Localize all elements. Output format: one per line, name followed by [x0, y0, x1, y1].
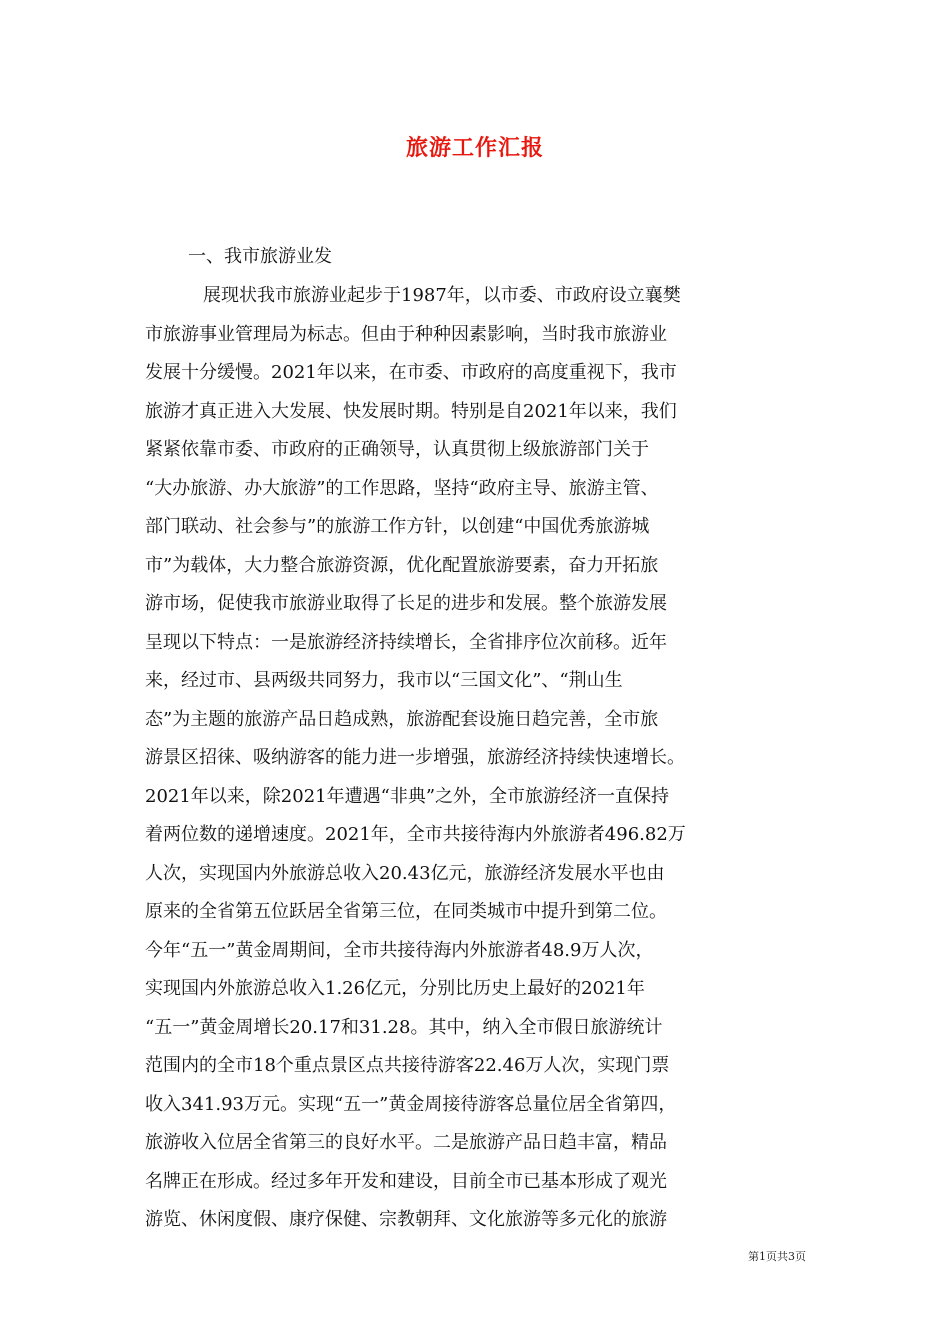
text-line: 紧紧依靠市委、市政府的正确领导，认真贯彻上级旅游部门关于	[145, 439, 649, 460]
document-title: 旅游工作汇报	[405, 135, 544, 161]
text-line: 呈现以下特点：一是旅游经济持续增长，全省排序位次前移。近年	[145, 631, 667, 653]
text-line: 收入341.93万元。实现“五一”黄金周接待游客总量位居全省第四，	[145, 1093, 677, 1115]
text-line: 游市场，促使我市旅游业取得了长足的进步和发展。整个旅游发展	[145, 593, 667, 614]
text-line: 游景区招徕、吸纳游客的能力进一步增强，旅游经济持续快速增长。	[145, 747, 685, 768]
text-line: 人次，实现国内外旅游总收入20.43亿元，旅游经济发展水平也由	[145, 862, 665, 884]
text-line: 发展十分缓慢。2021年以来，在市委、市政府的高度重视下，我市	[145, 362, 677, 383]
text-line: 原来的全省第五位跃居全省第三位，在同类城市中提升到第二位。	[145, 901, 667, 922]
text-line: 旅游才真正进入大发展、快发展时期。特别是自2021年以来，我们	[145, 400, 677, 422]
text-line: 态”为主题的旅游产品日趋成熟，旅游配套设施日趋完善，全市旅	[145, 708, 659, 730]
text-line: “五一”黄金周增长20.17和31.28。其中，纳入全市假日旅游统计	[145, 1016, 663, 1038]
text-line: 2021年以来，除2021年遭遇“非典”之外，全市旅游经济一直保持	[145, 785, 670, 807]
text-line: 范围内的全市18个重点景区点共接待游客22.46万人次，实现门票	[145, 1055, 670, 1076]
text-line: 今年“五一”黄金周期间，全市共接待海内外旅游者48.9万人次，	[145, 939, 654, 961]
text-line: 实现国内外旅游总收入1.26亿元，分别比历史上最好的2021年	[145, 978, 645, 999]
text-line: 旅游收入位居全省第三的良好水平。二是旅游产品日趋丰富，精品	[145, 1132, 667, 1153]
text-line: 市旅游事业管理局为标志。但由于种种因素影响，当时我市旅游业	[145, 323, 667, 345]
text-line: 着两位数的递增速度。2021年，全市共接待海内外旅游者496.82万	[145, 824, 686, 845]
text-line: “大办旅游、办大旅游”的工作思路，坚持“政府主导、旅游主管、	[145, 477, 659, 499]
text-line: 游览、休闲度假、康疗保健、宗教朝拜、文化旅游等多元化的旅游	[145, 1209, 667, 1230]
text-line: 部门联动、社会参与”的旅游工作方针，以创建“中国优秀旅游城	[145, 516, 650, 537]
section-heading: 一、我市旅游业发	[188, 246, 332, 267]
page-number: 第1页共3页	[748, 1250, 806, 1263]
body-paragraph	[145, 277, 825, 1240]
text-line: 市”为载体，大力整合旅游资源，优化配置旅游要素，奋力开拓旅	[145, 554, 659, 576]
text-line: 来，经过市、县两级共同努力，我市以“三国文化”、“荆山生	[145, 670, 623, 691]
text-line: 名牌正在形成。经过多年开发和建设，目前全市已基本形成了观光	[145, 1170, 667, 1192]
text-line: 展现状我市旅游业起步于1987年，以市委、市政府设立襄樊	[203, 285, 681, 306]
